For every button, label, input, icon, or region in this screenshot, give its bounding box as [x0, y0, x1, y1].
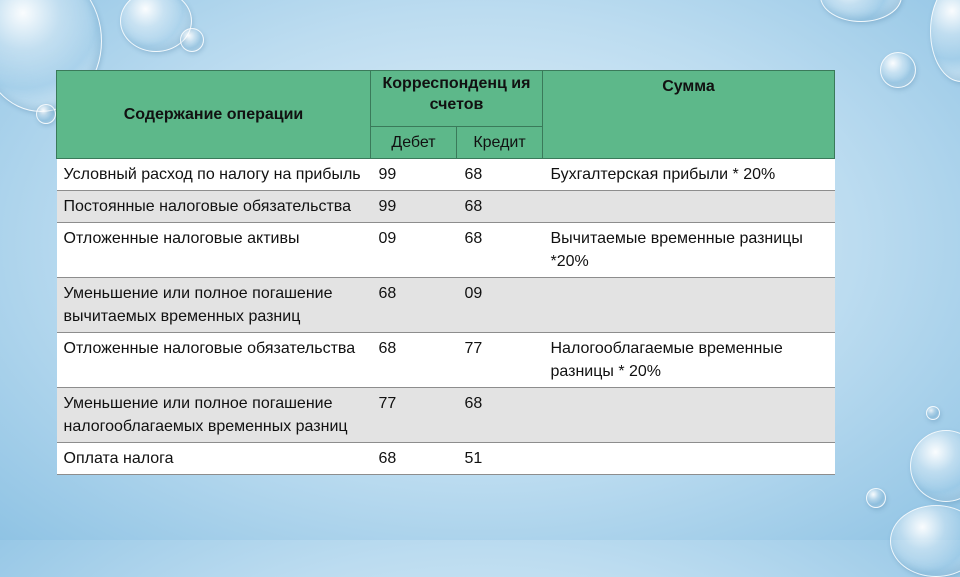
debit-cell: 09 — [378, 230, 397, 247]
water-drop — [910, 430, 960, 502]
header-sum: Сумма — [543, 71, 835, 159]
credit-cell: 51 — [464, 450, 483, 467]
debit-cell: 68 — [378, 340, 397, 357]
table-row — [57, 278, 835, 333]
tax-accounting-table — [56, 70, 835, 475]
table-header — [57, 71, 835, 159]
water-drop — [180, 28, 204, 52]
table-row — [57, 159, 835, 191]
debit-cell: 99 — [378, 198, 397, 215]
table-row — [57, 333, 835, 388]
debit-cell: 68 — [378, 450, 397, 467]
sum-cell: Бухгалтерская прибыли * 20% — [550, 166, 776, 183]
water-drop — [926, 406, 940, 420]
water-drop — [930, 0, 960, 82]
operation-cell: Постоянные налоговые обязательства — [63, 198, 351, 215]
header-operation: Содержание операции — [57, 71, 371, 159]
water-drop — [820, 0, 902, 22]
table-row — [57, 191, 835, 223]
sum-cell: Налогооблагаемые временные разницы * 20% — [550, 340, 783, 380]
sum-cell — [543, 191, 835, 223]
water-drop — [36, 104, 56, 124]
operation-cell: Уменьшение или полное погашение вычитаемых временных разниц — [63, 285, 333, 325]
credit-cell: 68 — [464, 166, 483, 183]
header-debit: Дебет — [371, 127, 457, 159]
credit-cell: 09 — [464, 285, 483, 302]
table-row — [57, 443, 835, 475]
credit-cell: 77 — [464, 340, 483, 357]
water-drop — [866, 488, 886, 508]
header-credit: Кредит — [457, 127, 543, 159]
table-row — [57, 223, 835, 278]
water-drop — [890, 505, 960, 577]
sum-cell: Вычитаемые временные разницы *20% — [550, 230, 803, 270]
operation-cell: Оплата налога — [63, 450, 174, 467]
operation-cell: Отложенные налоговые активы — [63, 230, 300, 247]
operation-cell: Уменьшение или полное погашение налогооблагаемых временных разниц — [63, 395, 348, 435]
header-correspondence: Корреспонденц ия счетов — [371, 71, 543, 127]
sum-cell — [543, 278, 835, 333]
credit-cell: 68 — [464, 395, 483, 412]
table-row — [57, 388, 835, 443]
debit-cell: 77 — [378, 395, 397, 412]
credit-cell: 68 — [464, 230, 483, 247]
debit-cell: 99 — [378, 166, 397, 183]
sum-cell — [543, 443, 835, 475]
operation-cell: Условный расход по налогу на прибыль — [63, 166, 361, 183]
table-body — [57, 159, 835, 475]
water-drop — [880, 52, 916, 88]
sum-cell — [543, 388, 835, 443]
operation-cell: Отложенные налоговые обязательства — [63, 340, 356, 357]
credit-cell: 68 — [464, 198, 483, 215]
debit-cell: 68 — [378, 285, 397, 302]
